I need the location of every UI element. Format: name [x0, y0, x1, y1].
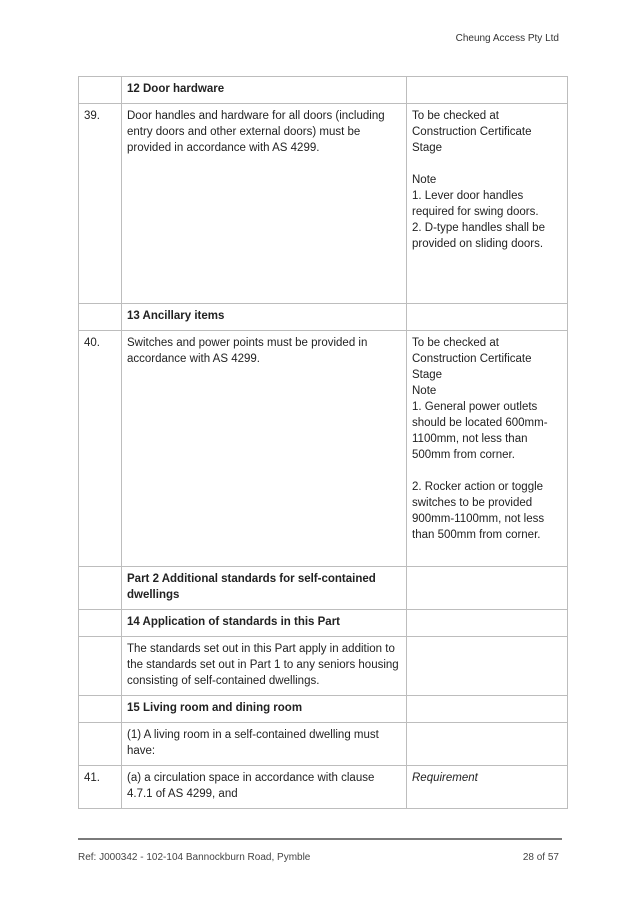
number-cell [79, 637, 122, 696]
comment-note-label: Note [412, 174, 437, 186]
comment-cell [407, 637, 568, 696]
number-cell [79, 304, 122, 331]
footer-divider [78, 838, 562, 840]
comment-line: To be checked at Construction Certificate Stage [412, 337, 532, 381]
table-row-heading-14 [79, 610, 568, 637]
body-text: (1) A living room in a self-contained dwelling must have: [122, 723, 407, 766]
comment-cell [407, 77, 568, 104]
comment-cell [407, 723, 568, 766]
table-row-heading-12 [79, 77, 568, 104]
comment-cell [407, 567, 568, 610]
number-cell [79, 77, 122, 104]
comment-line: 2. Rocker action or toggle switches to be provided 900mm-1100mm, not less than 500mm from corner. [412, 481, 545, 541]
comment-cell [407, 696, 568, 723]
table-row-heading-15 [79, 696, 568, 723]
comment-cell [407, 304, 568, 331]
number-cell [79, 696, 122, 723]
requirement-text: Switches and power points must be provided in accordance with AS 4299. [122, 331, 407, 567]
table-row-40 [79, 331, 568, 567]
section-heading: 12 Door hardware [122, 77, 407, 104]
page-number: 28 of 57 [522, 852, 559, 863]
table-row-text-15 [79, 723, 568, 766]
comment-cell: Requirement [407, 766, 568, 809]
comment-cell [407, 104, 568, 304]
table-row-text-14 [79, 637, 568, 696]
compliance-table [78, 76, 568, 809]
comment-line: 2. D-type handles shall be provided on sliding doors. [412, 222, 545, 250]
table-row-41 [79, 766, 568, 809]
section-heading: 13 Ancillary items [122, 304, 407, 331]
requirement-text: Door handles and hardware for all doors (including entry doors and other external doors) must be provided in accordance with AS 4299. [122, 104, 407, 304]
table-row-39 [79, 104, 568, 304]
table-row-heading-part2 [79, 567, 568, 610]
item-number: 39. [79, 104, 122, 304]
comment-line: To be checked at Construction Certificate Stage [412, 110, 532, 154]
comment-line: 1. Lever door handles required for swing doors. [412, 190, 539, 218]
comment-note-label: Note [412, 385, 437, 397]
number-cell [79, 610, 122, 637]
header-company-name: Cheung Access Pty Ltd [455, 33, 559, 44]
requirement-text: (a) a circulation space in accordance with clause 4.7.1 of AS 4299, and [122, 766, 407, 809]
comment-cell [407, 610, 568, 637]
table-row-heading-13 [79, 304, 568, 331]
comment-line: 1. General power outlets should be located 600mm-1100mm, not less than 500mm from corner. [412, 401, 548, 461]
section-heading: 14 Application of standards in this Part [122, 610, 407, 637]
item-number: 41. [79, 766, 122, 809]
section-heading: 15 Living room and dining room [122, 696, 407, 723]
body-text: The standards set out in this Part apply in addition to the standards set out in Part 1 to any seniors housing consisting of self-contained dwellings. [122, 637, 407, 696]
footer-reference: Ref: J000342 - 102-104 Bannockburn Road, Pymble [78, 852, 311, 863]
number-cell [79, 567, 122, 610]
item-number: 40. [79, 331, 122, 567]
part-heading: Part 2 Additional standards for self-contained dwellings [122, 567, 407, 610]
number-cell [79, 723, 122, 766]
comment-cell [407, 331, 568, 567]
